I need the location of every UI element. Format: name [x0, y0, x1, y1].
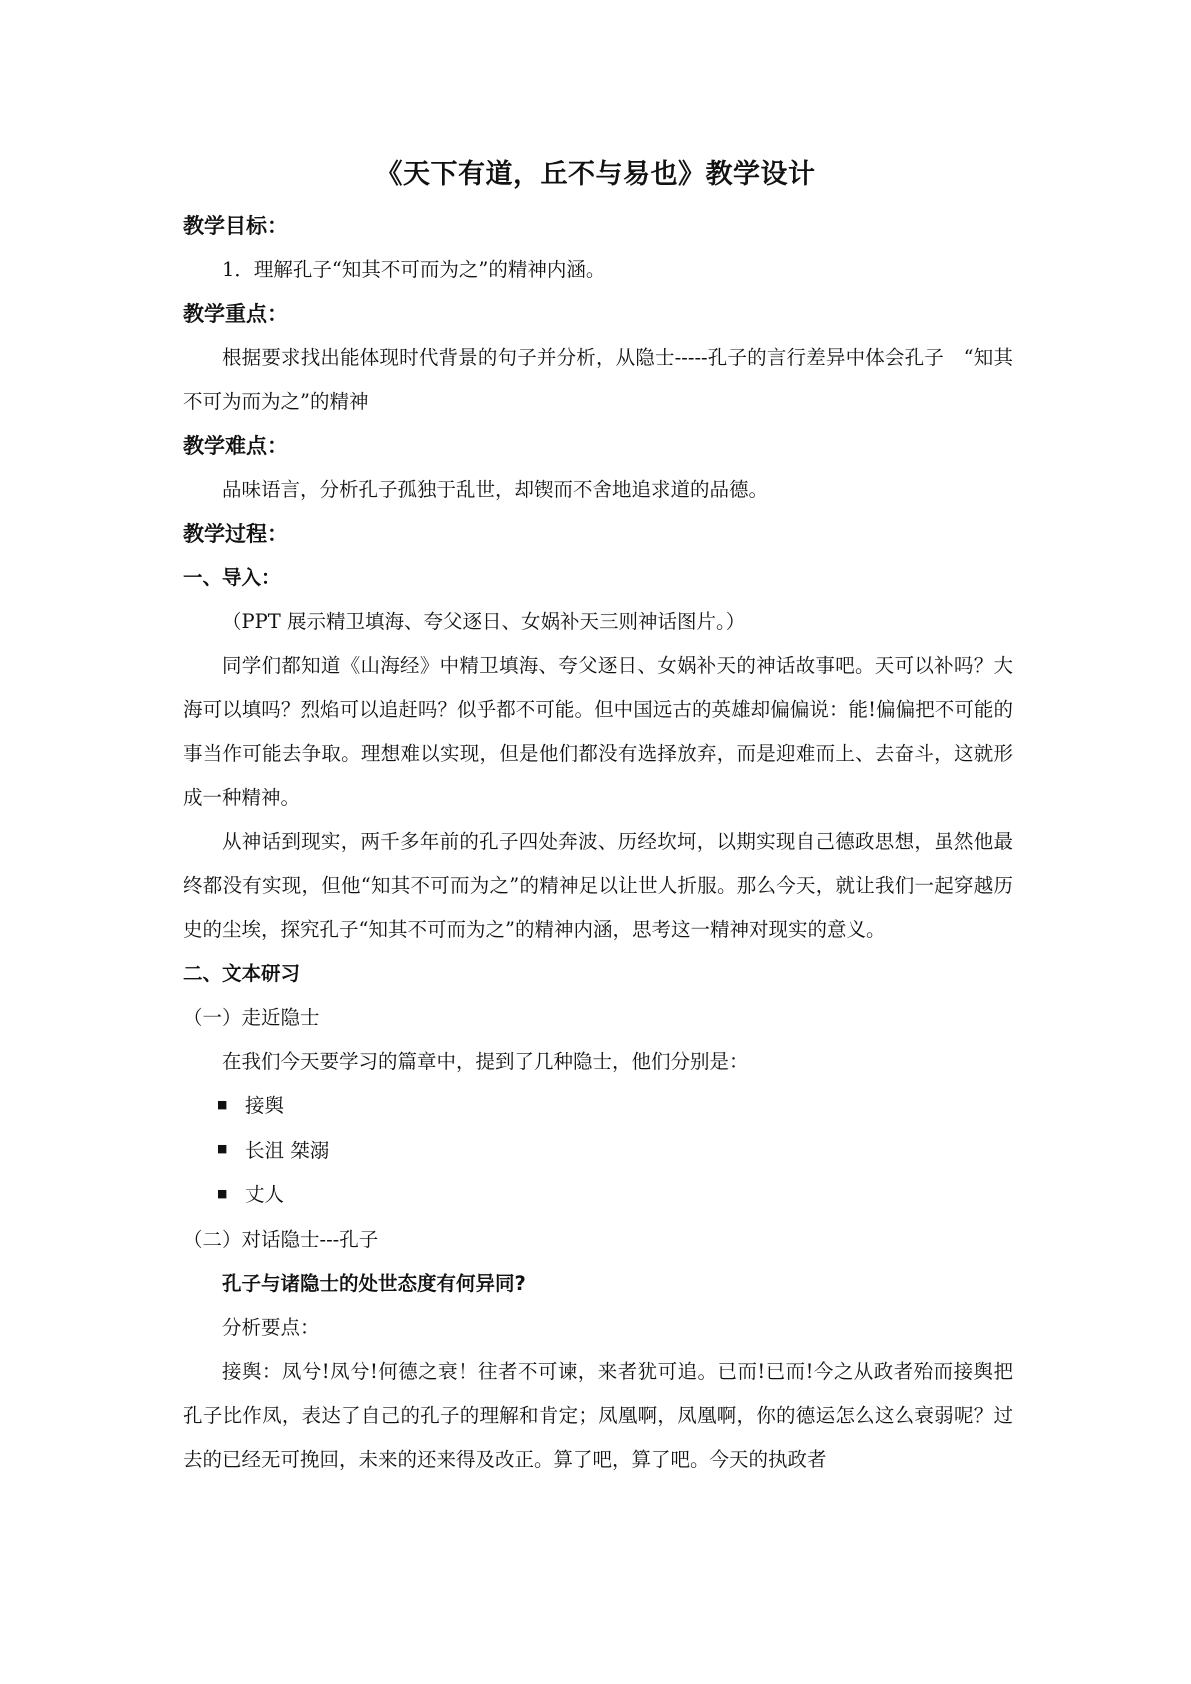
- hermit-name: 长沮 桀溺: [245, 1138, 330, 1162]
- subsection-1-heading: （一）走近隐士: [183, 1006, 320, 1029]
- list-item: [183, 1129, 1013, 1174]
- key-heading: 教学重点：: [183, 302, 288, 326]
- analysis-paragraph: 接舆：凤兮!凤兮!何德之衰！往者不可谏，来者犹可追。已而!已而!今之从政者殆而接舆把孔子比作凤，表达了自己的孔子的理解和肯定；凤凰啊，凤凰啊，你的德运怎么这么衰弱呢？过去的已经无可挽回，未来的还来得及改正。算了吧，算了吧。今天的执政者: [183, 1359, 1013, 1471]
- goal-heading: 教学目标：: [183, 214, 288, 238]
- key-text: 根据要求找出能体现时代背景的句子并分析，从隐士-----孔子的言行差异中体会孔子 “知其不可为而为之”的精神: [183, 346, 1013, 413]
- subsection-2-heading: （二）对话隐士---孔子: [183, 1227, 379, 1251]
- question-text: 孔子与诸隐士的处世态度有何异同?: [222, 1271, 526, 1295]
- intro-paragraph-1: 同学们都知道《山海经》中精卫填海、夸父逐日、女娲补天的神话故事吧。天可以补吗？大海可以填吗？烈焰可以追赶吗？似乎都不可能。但中国远古的英雄却偏偏说：能!偏偏把不可能的事当作可能去争取。理想难以实现，但是他们都没有选择放弃，而是迎难而上、去奋斗，这就形成一种精神。: [183, 654, 1013, 809]
- process-heading: 教学过程：: [183, 522, 288, 546]
- intro-note: （PPT 展示精卫填海、夸父逐日、女娲补天三则神话图片。）: [222, 610, 746, 633]
- hermit-name: 丈人: [245, 1183, 285, 1206]
- hermits-intro: 在我们今天要学习的篇章中，提到了几种隐士，他们分别是：: [222, 1050, 749, 1073]
- hermit-name: 接舆: [245, 1094, 285, 1117]
- difficulty-heading: 教学难点：: [183, 434, 288, 458]
- intro-paragraph-2: 从神话到现实，两千多年前的孔子四处奔波、历经坎坷，以期实现自己德政思想，虽然他最终都没有实现，但他“知其不可而为之”的精神足以让世人折服。那么今天，就让我们一起穿越历史的尘埃，探究孔子“知其不可而为之”的精神内涵，思考这一精神对现实的意义。: [183, 830, 1013, 941]
- bullet-icon: ■: [217, 1142, 228, 1155]
- document-body: [183, 204, 1013, 1482]
- analysis-label: 分析要点：: [222, 1315, 320, 1339]
- bullet-icon: ■: [217, 1186, 228, 1200]
- goal-item-1: 1．理解孔子“知其不可而为之”的精神内涵。: [222, 258, 606, 281]
- bullet-icon: ■: [217, 1097, 228, 1111]
- document-title: 《天下有道，丘不与易也》教学设计: [375, 159, 816, 190]
- intro-heading: 一、导入：: [183, 566, 281, 589]
- text-study-heading: 二、文本研习: [183, 962, 301, 985]
- difficulty-text: 品味语言，分析孔子孤独于乱世，却锲而不舍地追求道的品德。: [222, 478, 769, 501]
- list-item: [183, 1173, 1013, 1218]
- list-item: [183, 1084, 1013, 1129]
